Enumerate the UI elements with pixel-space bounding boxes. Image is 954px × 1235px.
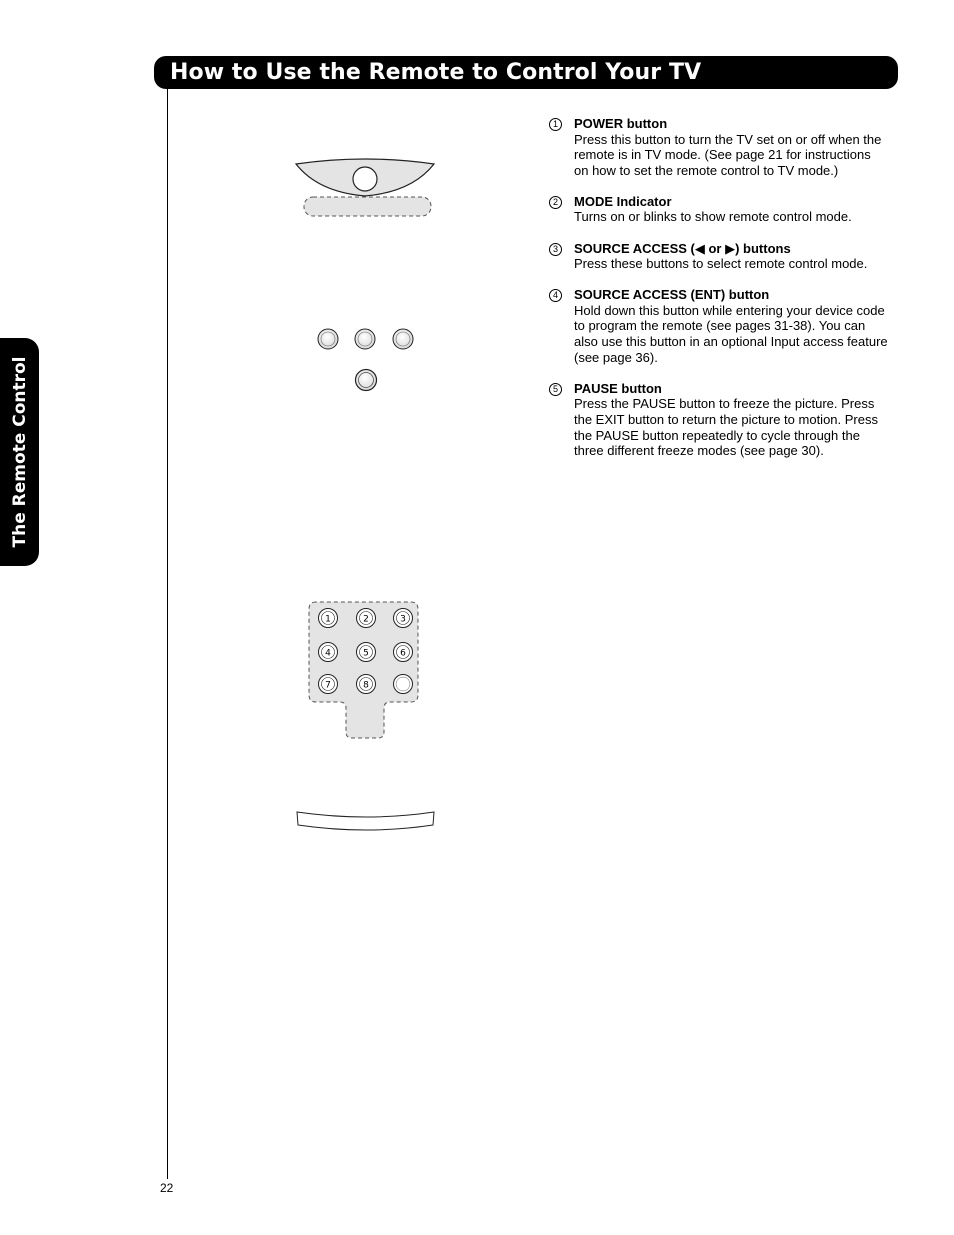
keypad-button-8[interactable] (357, 675, 376, 694)
keypad-button-4[interactable] (319, 643, 338, 662)
item-text: Press this button to turn the TV set on or off when the remote is in TV mode. (See page 21 for instructions on how to set the remote control to TV mode.) (574, 131, 882, 178)
svg-text:5: 5 (363, 648, 369, 659)
svg-text:2: 2 (363, 614, 369, 625)
item-text: Hold down this button while entering your device code to program the remote (see pages 31-38). You can also use this button in an optional Input access feature (see page 36). (574, 302, 888, 365)
bottom-panel-outline (297, 812, 434, 830)
item-number: 4 (549, 289, 562, 302)
svg-text:3: 3 (400, 614, 406, 625)
page-title: How to Use the Remote to Control Your TV (170, 60, 702, 85)
section-tab-label: The Remote Control (9, 356, 30, 548)
item-title: SOURCE ACCESS (ENT) button (574, 287, 770, 303)
keypad-button-1[interactable] (319, 609, 338, 628)
item-title: MODE Indicator (574, 193, 672, 209)
svg-text:7: 7 (325, 680, 331, 691)
svg-text:1: 1 (325, 614, 331, 625)
remote-illustration (280, 150, 450, 840)
svg-text:8: 8 (363, 680, 369, 691)
header-bar (154, 56, 898, 89)
mode-indicator-strip (304, 197, 431, 216)
description-item (548, 241, 888, 272)
item-text: Press the PAUSE button to freeze the picture. Press the EXIT button to return the picture to motion. Press the PAUSE button repeatedly to cycle through the three different freeze modes (see page 30). (574, 396, 878, 459)
description-item (548, 116, 888, 178)
description-item (548, 287, 888, 365)
source-access-ent-button[interactable] (355, 329, 375, 349)
source-access-left-button[interactable] (318, 329, 338, 349)
item-number: 2 (549, 196, 562, 209)
keypad-button-3[interactable] (394, 609, 413, 628)
source-access-right-button[interactable] (393, 329, 413, 349)
keypad-button-2[interactable] (357, 609, 376, 628)
keypad-button-blank[interactable] (394, 675, 413, 694)
keypad-button-6[interactable] (394, 643, 413, 662)
item-title: PAUSE button (574, 380, 662, 396)
item-text: Press these buttons to select remote control mode. (574, 256, 868, 272)
item-number: 3 (549, 243, 562, 256)
button-descriptions (548, 116, 888, 474)
item-number: 5 (549, 383, 562, 396)
left-margin-rule (167, 89, 168, 1179)
item-title: SOURCE ACCESS (◀ or ▶) buttons (574, 240, 791, 256)
item-text: Turns on or blinks to show remote control mode. (574, 209, 852, 225)
section-side-tab (0, 338, 39, 566)
keypad-button-5[interactable] (357, 643, 376, 662)
item-number: 1 (549, 118, 562, 131)
keypad-button-7[interactable] (319, 675, 338, 694)
page-number: 22 (160, 1181, 174, 1195)
description-item (548, 194, 888, 225)
power-button[interactable] (353, 167, 377, 191)
pause-button[interactable] (356, 370, 377, 391)
svg-text:6: 6 (400, 648, 406, 659)
item-title: POWER button (574, 116, 668, 131)
description-item (548, 381, 888, 459)
svg-text:4: 4 (325, 648, 331, 659)
